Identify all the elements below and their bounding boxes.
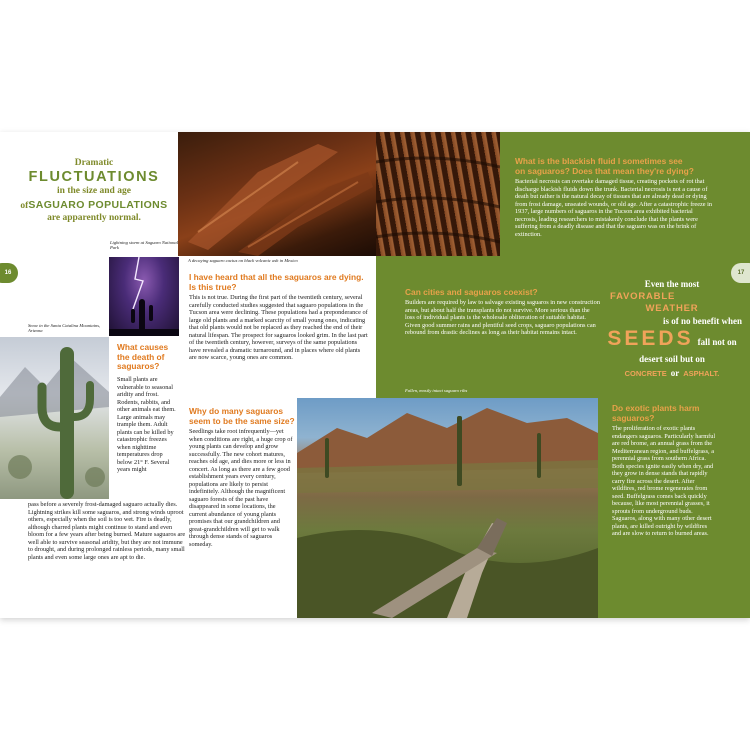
- landscape-illustration: [297, 398, 598, 618]
- caption-decaying-saguaro: A decaying saguaro cactus on black volcanic ash in Mexico: [188, 258, 298, 263]
- pq-right-l7c: ASPHALT.: [683, 369, 720, 378]
- answer-exotic: The proliferation of exotic plants endangers saguaros. Particularly harmful are red brome, an annual grass from the Mediterranean region, and buffelgrass, a perennial grass from southern Africa. Both species ignite easily when dry, and they grow in dense stands that rapidly carry fire across the desert. After wildfires, red brome regenerates from seed. Buffelgrass comes back quickly because, like most perennial grasses, it sprouts from underground buds. Saguaros, along with many other desert plants, are killed outright by wildfires and are slow to return to burned areas.: [612, 425, 716, 537]
- book-spread: [0, 132, 750, 618]
- question-dying: I have heard that all the saguaros are dying. Is this true?: [189, 272, 364, 292]
- landscape-photo: [297, 398, 598, 618]
- question-exotic: Do exotic plants harm saguaros?: [612, 403, 700, 423]
- pull-quote-left: [14, 158, 174, 224]
- answer-coexist: Builders are required by law to salvage existing saguaros in new construction areas, but about half the transplants do not survive. More serious than the loss of individual plants is the wholesale obliteration of suitable habitat. Given good summer rains and plentiful seed crops, saguaro populations can rebound from drastic declines as long as their habitat remains intact.: [405, 299, 600, 336]
- snow-saguaro-photo: [0, 337, 109, 499]
- answer-same-size: Seedlings take root infrequently—yet when conditions are right, a huge crop of young plants can develop and grow successfully. The new cohort matures, reaches old age, and dies more or less in concert. As long as there are a few good establishment years every century, populations are likely to persist indefinitely. Although the magnificent saguaro forests of the past have disappeared in some locations, the current abundance of young plants promises that our grandchildren and great-grandchildren will get to walk through dense stands of saguaros someday.: [189, 428, 293, 548]
- page-number-left-text: 16: [4, 270, 12, 276]
- saguaro-ribs-illustration: [376, 132, 500, 256]
- answer-causes-part1: Small plants are vulnerable to seasonal aridity and frost. Rodents, rabbits, and other animals eat them. Large animals may trample them. Adult plants can be killed by catastrophic freezes when nighttime temperatures drop below 21° F. Several years might: [117, 376, 176, 473]
- pq-right-l6: desert soil but on: [639, 354, 705, 364]
- question-fluid: What is the blackish fluid I sometimes see on saguaros? Does that mean they're dying?: [515, 156, 694, 176]
- pq-line1: Dramatic: [74, 158, 114, 168]
- decaying-saguaro-photo: [178, 132, 376, 256]
- pq-right-l5: [602, 327, 742, 354]
- question-same-size: Why do many saguaros seem to be the same size?: [189, 406, 295, 426]
- pq-right-l7a: CONCRETE: [624, 369, 667, 378]
- pq-right-l3: WEATHER: [645, 303, 699, 314]
- answer-causes-part2: pass before a severely frost-damaged saguaro actually dies. Lightning strikes kill some saguaros, and strong winds uproot others, especially when the soil is too wet. Fire is deadly, although charred plants might continue to stand and even bloom for a few years after being burned. Mature saguaros are well able to survive seasonal aridity, but they are not immune to drought, and during prolonged rainless periods, many small plants and even some large ones are apt to die.: [28, 501, 186, 561]
- pq-line3: in the size and age: [57, 186, 131, 196]
- saguaro-ribs-photo: [376, 132, 500, 256]
- answer-dying: This is not true. During the first part of the twentieth century, several carefully conducted studies suggested that saguaro populations in the Tucson area were declining. These populations had a preponderance of large old plants and a marked scarcity of small young ones, indicating that old plants would not be replaced as they reached the end of their natural lifespan. The prospect for saguaros looked grim. In the last part of the twentieth century, however, surveys of the same populations have revealed a dramatic turnaround, and in places where old plants are now scarce, young ones are common.: [189, 294, 368, 361]
- pq-right-l5a: SEEDS: [607, 327, 694, 350]
- lightning-photo: [109, 257, 179, 336]
- decaying-saguaro-illustration: [178, 132, 376, 256]
- pull-quote-right: [602, 278, 742, 380]
- question-causes: What causes the death of saguaros?: [117, 342, 169, 372]
- snow-saguaro-illustration: [0, 337, 109, 499]
- page-number-right-text: 17: [737, 270, 745, 276]
- pq-right-l1: Even the most: [644, 279, 700, 289]
- caption-lightning: Lightning storm at Saguaro National Park: [110, 240, 178, 251]
- question-coexist: Can cities and saguaros coexist?: [405, 287, 538, 297]
- pq-right-l7b: or: [670, 368, 680, 378]
- answer-fluid: Bacterial necrosis can overtake damaged tissue, creating pockets of rot that discharge blackish fluids down the trunk. Bacterial necrosis is not a cause of death but rather is the natural decay of tissues that are already dead or dying from frost damage, unseated wounds, or old age. After a catastrophic freeze in 1937, large numbers of saguaros in the Tucson area exhibited bacterial necrosis, leading researchers to mistakenly conclude that the plants were suffering from a deadly disease and that the saguaro was on the brink of extinction.: [515, 178, 713, 238]
- lightning-illustration: [109, 257, 179, 336]
- pq-line4a: of: [20, 201, 29, 211]
- page-number-left: [0, 263, 18, 283]
- pq-right-l5b: fall not on: [697, 337, 737, 347]
- pq-right-l4: is of no benefit when: [662, 316, 742, 326]
- pq-line5: are apparently normal.: [47, 213, 141, 223]
- pq-line4b: SAGUARO POPULATIONS: [28, 199, 168, 211]
- caption-snow: Snow in the Santa Catalina Mountains, Arizona: [28, 323, 101, 334]
- pq-right-l7: [602, 365, 742, 380]
- pq-right-l2: FAVORABLE: [610, 291, 676, 302]
- pq-line4: [14, 197, 174, 213]
- caption-fallen: Fallen, mostly intact saguaro ribs: [405, 388, 468, 393]
- pq-line2: FLUCTUATIONS: [28, 169, 160, 185]
